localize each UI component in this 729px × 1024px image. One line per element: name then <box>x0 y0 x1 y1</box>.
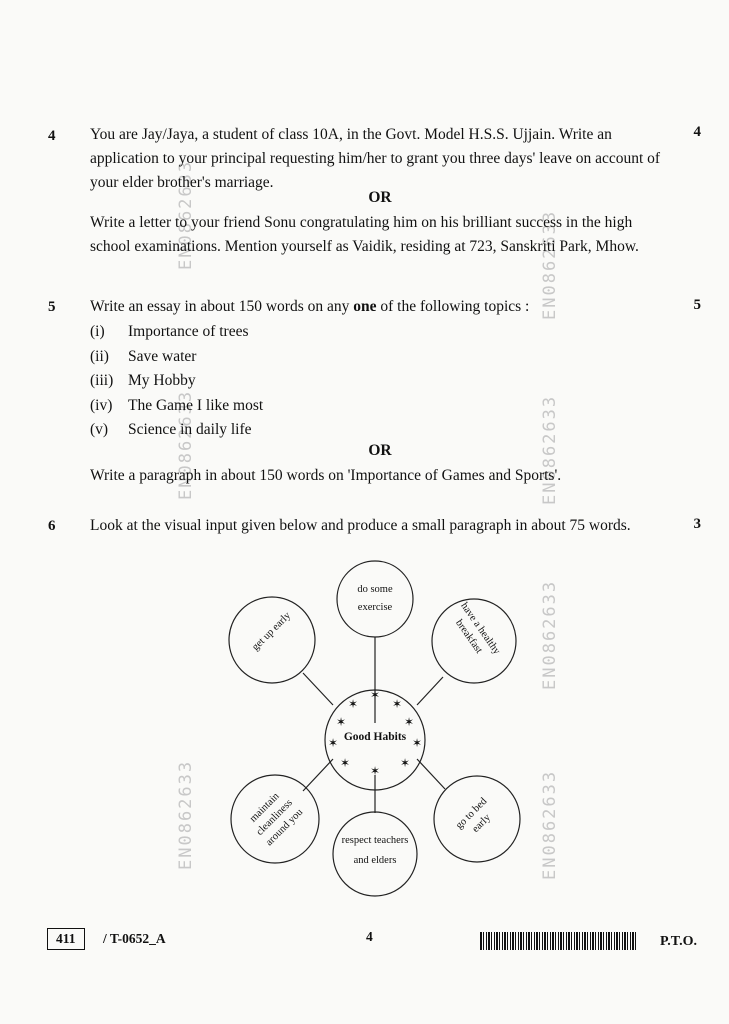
question-5-prompt <box>90 295 670 319</box>
question-4-text <box>90 123 670 195</box>
question-5-or: OR <box>368 442 392 459</box>
question-5-prompt-bold: one <box>353 298 377 315</box>
star-icon: ✶ <box>369 764 381 778</box>
connector-bottom-right <box>417 759 445 789</box>
star-icon: ✶ <box>327 736 339 750</box>
node-top-left-label: get up early <box>250 610 294 654</box>
node-bottom-left-label: maintain cleanliness around you <box>247 790 306 849</box>
node-bottom-label: respect teachers and elders <box>341 835 409 866</box>
star-icon: ✶ <box>399 756 411 770</box>
question-4-marks: 4 <box>693 124 701 140</box>
connector-bottom-left <box>303 759 333 791</box>
question-6-prompt: Look at the visual input given below and produce a small paragraph in about 75 words. <box>90 517 631 534</box>
topic-label: Save water <box>128 347 197 365</box>
question-6-marks: 3 <box>693 516 701 532</box>
list-item <box>90 345 490 370</box>
connector-top-left <box>303 673 333 705</box>
node-top-label: do some exercise <box>357 584 393 613</box>
topic-list <box>90 320 490 443</box>
watermark: EN0862633 <box>540 209 560 320</box>
question-4-or: OR <box>368 189 392 206</box>
star-icon: ✶ <box>339 756 351 770</box>
topic-number: (v) <box>90 421 109 438</box>
star-icon: ✶ <box>403 715 415 729</box>
question-5-number: 5 <box>48 299 56 315</box>
list-item <box>90 418 490 443</box>
watermark: EN0862633 <box>540 579 560 690</box>
topic-label: Science in daily life <box>128 421 252 438</box>
node-bottom-right-label: go to bed early <box>453 795 493 835</box>
pto-label: P.T.O. <box>660 934 697 949</box>
node-top-right-label: have a healthy breakfast <box>453 600 503 657</box>
list-item <box>90 320 490 345</box>
question-5-alt-text: Write a paragraph in about 150 words on 'Importance of Games and Sports'. <box>90 467 562 484</box>
watermark: EN0862633 <box>540 394 560 505</box>
topic-number: (iii) <box>90 372 114 389</box>
topic-label: Importance of trees <box>128 323 249 340</box>
good-habits-diagram <box>215 555 525 900</box>
watermark: EN0862633 <box>176 389 196 500</box>
question-4-number: 4 <box>48 128 56 144</box>
question-5-marks: 5 <box>693 297 701 313</box>
star-icon: ✶ <box>369 688 381 702</box>
watermark: EN0862633 <box>176 159 196 270</box>
star-icon: ✶ <box>411 736 423 750</box>
question-6-text <box>90 514 670 538</box>
star-icon: ✶ <box>335 715 347 729</box>
topic-label: My Hobby <box>128 372 196 389</box>
list-item <box>90 369 490 394</box>
center-label: Good Habits <box>343 731 407 743</box>
question-4-main: You are Jay/Jaya, a student of class 10A, in the Govt. Model H.S.S. Ujjain. Write an application to your principal requesting him/her to grant you three days' leave on account of your elder brother's marriage. <box>90 126 661 191</box>
question-4-alt-text: Write a letter to your friend Sonu congratulating him on his brilliant success in the high school examinations. Mention yourself as Vaidik, residing at 723, Sanskriti Park, Mhow. <box>90 214 639 255</box>
question-5-prompt-b: of the following topics : <box>376 298 530 315</box>
question-5-prompt-a: Write an essay in about 150 words on any <box>90 298 354 315</box>
topic-label: The Game I like most <box>128 396 264 414</box>
watermark: EN0862633 <box>176 759 196 870</box>
barcode <box>480 932 638 950</box>
star-icon: ✶ <box>391 697 403 711</box>
topic-number: (ii) <box>90 347 109 365</box>
topic-number: (i) <box>90 323 105 340</box>
question-6-number: 6 <box>48 518 56 534</box>
star-icon: ✶ <box>347 697 359 711</box>
question-4-alt <box>90 211 670 259</box>
page-number: 4 <box>366 929 373 944</box>
connector-top-right <box>417 677 443 705</box>
paper-number-box: 411 <box>47 928 85 950</box>
paper-code: / T-0652_A <box>103 931 166 946</box>
topic-number: (iv) <box>90 396 113 414</box>
list-item <box>90 394 490 419</box>
watermark: EN0862633 <box>540 769 560 880</box>
question-5-alt <box>90 464 670 488</box>
